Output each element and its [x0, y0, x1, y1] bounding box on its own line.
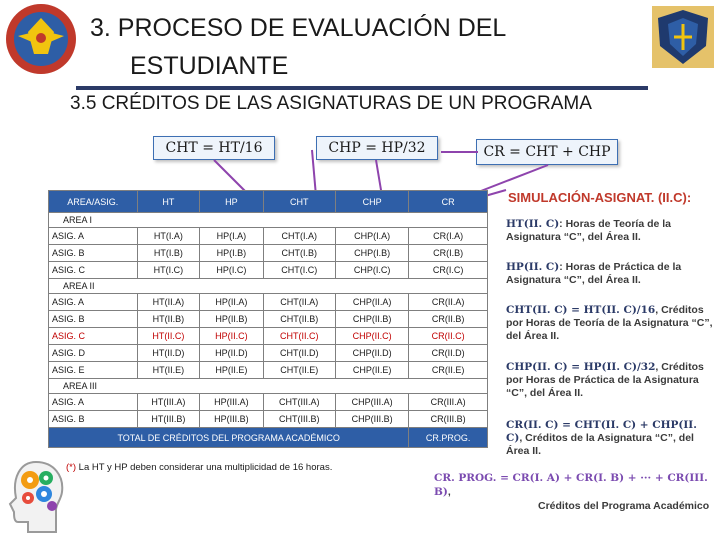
table-cell: ASIG. C	[49, 328, 138, 345]
page-title-line2: ESTUDIANTE	[130, 52, 289, 80]
simulation-title: SIMULACIÓN-ASIGNAT. (II.C):	[508, 190, 692, 205]
definition-text: : Horas de Teoría de la Asignatura “C”, del Área II.	[506, 218, 672, 243]
definition-cr-prog	[434, 471, 714, 513]
table-cell: CHT(I.B)	[263, 245, 336, 262]
table-cell: HP(II.A)	[200, 294, 263, 311]
section-subtitle: 3.5 CRÉDITOS DE LAS ASIGNATURAS DE UN PROGRAMA	[70, 93, 592, 114]
formula-chp: CHP = HP/32	[316, 136, 438, 160]
table-cell: CR(II.C)	[409, 328, 488, 345]
definition-formula: CR(II. C) = CHT(II. C) + CHP(II. C)	[506, 419, 697, 444]
footnote	[66, 462, 332, 473]
area-label: AREA III	[49, 379, 488, 394]
header-cell: AREA/ASIG.	[49, 191, 138, 213]
table-header-row	[49, 191, 488, 213]
table-cell: CHT(II.A)	[263, 294, 336, 311]
definition-hp	[506, 261, 714, 287]
table-cell: CR(III.B)	[409, 411, 488, 428]
definition-formula: CR. PROG. = CR(I. A) + CR(I. B) + ··· + CR(III. B)	[434, 472, 708, 498]
definition-formula: HP(II. C)	[506, 261, 560, 273]
table-cell: HT(III.A)	[137, 394, 200, 411]
table-row	[49, 294, 488, 311]
table-cell: CR(III.A)	[409, 394, 488, 411]
table-cell: CR(II.B)	[409, 311, 488, 328]
header-cell: CHT	[263, 191, 336, 213]
table-cell: CR(II.D)	[409, 345, 488, 362]
definition-text: ,	[447, 486, 451, 498]
table-cell: CHP(III.A)	[336, 394, 409, 411]
table-cell: CR(I.C)	[409, 262, 488, 279]
table-cell: ASIG. B	[49, 245, 138, 262]
total-label: TOTAL DE CRÉDITOS DEL PROGRAMA ACADÉMICO	[49, 428, 409, 448]
area-label: AREA II	[49, 279, 488, 294]
table-row	[49, 362, 488, 379]
table-cell: CR(I.B)	[409, 245, 488, 262]
page-title-line1: 3. PROCESO DE EVALUACIÓN DEL	[90, 14, 507, 42]
table-row	[49, 345, 488, 362]
table-cell: ASIG. A	[49, 294, 138, 311]
table-cell: HP(I.C)	[200, 262, 263, 279]
definition-ht	[506, 218, 714, 244]
table-cell: ASIG. A	[49, 228, 138, 245]
table-cell: CHP(I.A)	[336, 228, 409, 245]
credits-table	[48, 190, 488, 448]
table-row-highlighted	[49, 328, 488, 345]
table-cell: HT(I.B)	[137, 245, 200, 262]
area-row	[49, 379, 488, 394]
definition-cht	[506, 304, 714, 343]
table-cell: HP(I.A)	[200, 228, 263, 245]
definition-formula: CHP(II. C) = HP(II. C)/32	[506, 361, 656, 373]
table-cell: HP(II.C)	[200, 328, 263, 345]
header-cell: CR	[409, 191, 488, 213]
table-cell: HP(II.B)	[200, 311, 263, 328]
table-cell: HP(II.E)	[200, 362, 263, 379]
definition-text: : Horas de Práctica de la Asignatura “C”, del Área II.	[506, 261, 682, 286]
table-row	[49, 394, 488, 411]
table-cell: ASIG. D	[49, 345, 138, 362]
table-cell: CHT(II.E)	[263, 362, 336, 379]
table-cell: HP(II.D)	[200, 345, 263, 362]
definition-text: , Créditos por Horas de Teoría de la Asignatura “C”, del Área II.	[506, 304, 713, 342]
table-row	[49, 411, 488, 428]
footnote-marker: (*)	[66, 462, 77, 473]
table-cell: CR(II.E)	[409, 362, 488, 379]
table-cell: CHT(II.D)	[263, 345, 336, 362]
table-cell: CHP(II.A)	[336, 294, 409, 311]
table-cell: CHP(I.C)	[336, 262, 409, 279]
area-label: AREA I	[49, 213, 488, 228]
total-row	[49, 428, 488, 448]
table-cell: CHT(III.A)	[263, 394, 336, 411]
table-cell: CR(I.A)	[409, 228, 488, 245]
area-row	[49, 279, 488, 294]
table-cell: HP(III.B)	[200, 411, 263, 428]
table-cell: HT(II.B)	[137, 311, 200, 328]
footnote-text: La HT y HP deben considerar una multiplicidad de 16 horas.	[76, 462, 333, 473]
table-cell: CHP(II.E)	[336, 362, 409, 379]
table-cell: CHT(II.C)	[263, 328, 336, 345]
table-cell: CHT(III.B)	[263, 411, 336, 428]
total-value: CR.PROG.	[409, 428, 488, 448]
definition-text: , Créditos de la Asignatura “C”, del Área II.	[506, 432, 694, 457]
definition-formula: HT(II. C)	[506, 218, 560, 230]
table-cell: ASIG. A	[49, 394, 138, 411]
definition-cr	[506, 419, 714, 458]
header-cell: HP	[200, 191, 263, 213]
gears-head-icon	[6, 458, 68, 536]
table-row	[49, 311, 488, 328]
area-row	[49, 213, 488, 228]
table-cell: CHP(III.B)	[336, 411, 409, 428]
definition-text: , Créditos por Horas de Práctica de la Asignatura “C”, del Área II.	[506, 361, 704, 399]
table-row	[49, 262, 488, 279]
table-cell: ASIG. B	[49, 411, 138, 428]
table-cell: CHP(II.C)	[336, 328, 409, 345]
header-cell: HT	[137, 191, 200, 213]
table-cell: HT(II.C)	[137, 328, 200, 345]
table-row	[49, 245, 488, 262]
table-cell: CHP(II.D)	[336, 345, 409, 362]
definition-formula: CHT(II. C) = HT(II. C)/16	[506, 304, 656, 316]
definition-subtext: Créditos del Programa Académico	[538, 500, 710, 512]
table-cell: HP(III.A)	[200, 394, 263, 411]
table-row	[49, 228, 488, 245]
formula-cht: CHT = HT/16	[153, 136, 275, 160]
table-cell: HT(II.E)	[137, 362, 200, 379]
table-cell: ASIG. B	[49, 311, 138, 328]
table-cell: HT(I.A)	[137, 228, 200, 245]
table-cell: CR(II.A)	[409, 294, 488, 311]
header-cell: CHP	[336, 191, 409, 213]
table-cell: CHT(I.A)	[263, 228, 336, 245]
table-cell: HT(III.B)	[137, 411, 200, 428]
table-cell: HP(I.B)	[200, 245, 263, 262]
table-cell: ASIG. C	[49, 262, 138, 279]
table-cell: ASIG. E	[49, 362, 138, 379]
table-cell: CHT(I.C)	[263, 262, 336, 279]
table-cell: CHP(II.B)	[336, 311, 409, 328]
table-cell: HT(II.D)	[137, 345, 200, 362]
formula-cr: CR = CHT + CHP	[476, 139, 618, 165]
definition-chp	[506, 361, 714, 400]
table-cell: HT(II.A)	[137, 294, 200, 311]
table-cell: CHP(I.B)	[336, 245, 409, 262]
table-cell: CHT(II.B)	[263, 311, 336, 328]
table-cell: HT(I.C)	[137, 262, 200, 279]
